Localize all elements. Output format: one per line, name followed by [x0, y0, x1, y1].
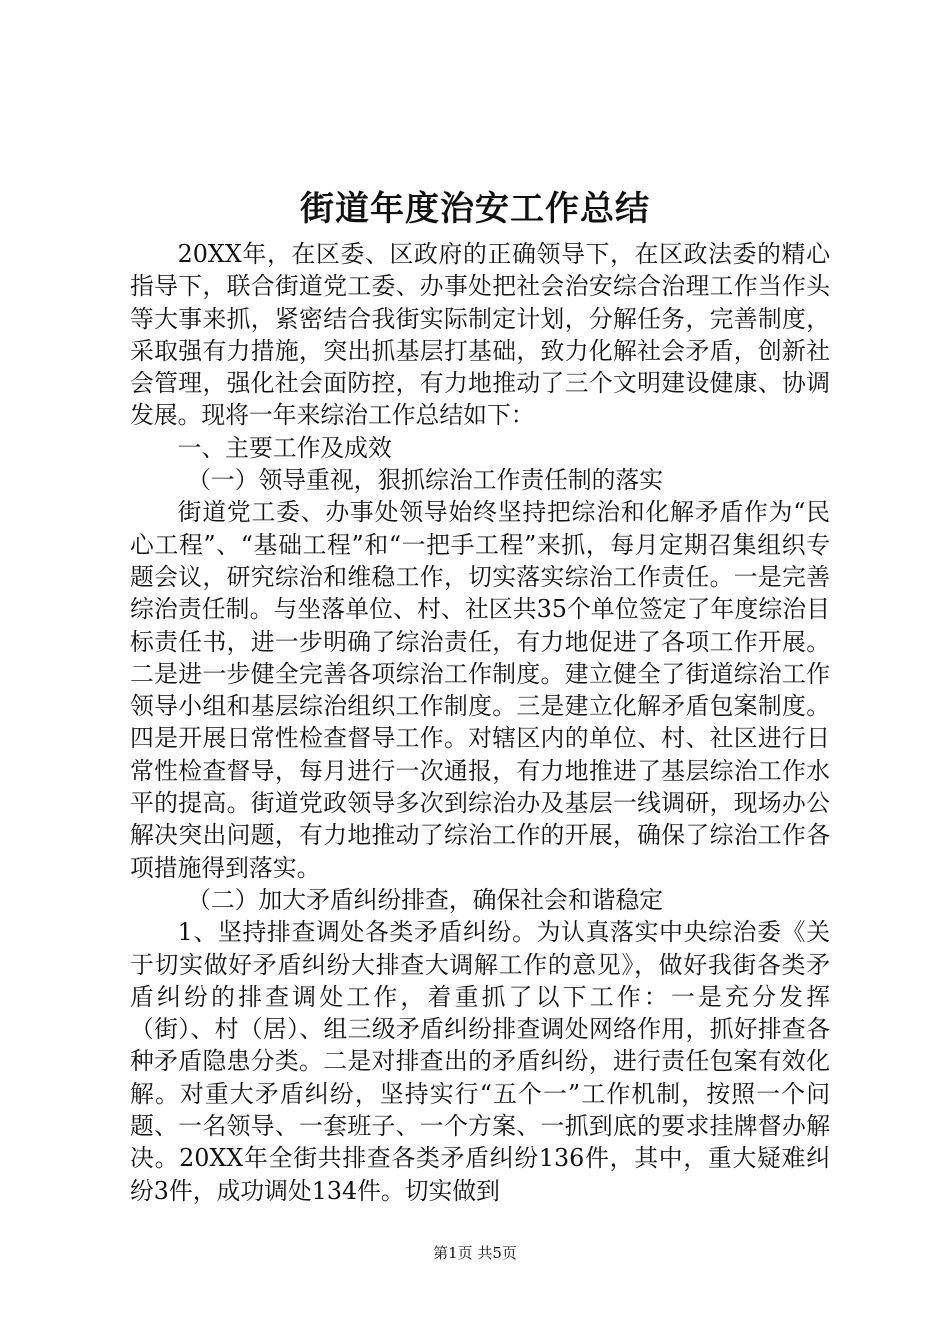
- body-paragraph: 1、坚持排查调处各类矛盾纠纷。为认真落实中央综治委《关于切实做好矛盾纠纷大排查大调解工作的意见》，做好我街各类矛盾纠纷的排查调处工作，着重抓了以下工作：一是充分发挥（街）、村（居）、组三级矛盾纠纷排查调处网络作用，抓好排查各种矛盾隐患分类。二是对排查出的矛盾纠纷，进行责任包案有效化解。对重大矛盾纠纷，坚持实行“五个一”工作机制，按照一个问题、一名领导、一套班子、一个方案、一抓到底的要求挂牌督办解决。20XX年全街共排查各类矛盾纠纷136件，其中，重大疑难纠纷3件，成功调处134件。切实做到: [130, 918, 830, 1205]
- document-title: 街道年度治安工作总结: [300, 189, 650, 229]
- intro-paragraph: 20XX年，在区委、区政府的正确领导下，在区政法委的精心指导下，联合街道党工委、办事处把社会治安综合治理工作当作头等大事来抓，紧密结合我街实际制定计划，分解任务，完善制度，采取强有力措施，突出抓基层打基础，致力化解社会矛盾，创新社会管理，强化社会面防控，有力地推动了三个文明建设健康、协调发展。现将一年来综治工作总结如下：: [130, 240, 830, 430]
- subsection-heading: （二）加大矛盾纠纷排查，确保社会和谐稳定: [187, 885, 664, 914]
- document-body: [130, 238, 830, 1207]
- body-paragraph: 街道党工委、办事处领导始终坚持把综治和化解矛盾作为“民心工程”、“基础工程”和“一把手工程”来抓，每月定期召集组织专题会议，研究综治和维稳工作，切实落实综治工作责任。一是完善综治责任制。与坐落单位、村、社区共35个单位签定了年度综治目标责任书，进一步明确了综治责任，有力地促进了各项工作开展。二是进一步健全完善各项综治工作制度。建立健全了街道综治工作领导小组和基层综治组织工作制度。三是建立化解矛盾包案制度。四是开展日常性检查督导工作。对辖区内的单位、村、社区进行日常性检查督导，每月进行一次通报，有力地推进了基层综治工作水平的提高。街道党政领导多次到综治办及基层一线调研，现场办公解决突出问题，有力地推动了综治工作的开展，确保了综治工作各项措施得到落实。: [130, 498, 830, 882]
- page-number-footer: 第1页 共5页: [433, 1244, 517, 1262]
- subsection-heading: （一）领导重视，狠抓综治工作责任制的落实: [187, 466, 664, 495]
- section-heading: 一、主要工作及成效: [177, 433, 392, 462]
